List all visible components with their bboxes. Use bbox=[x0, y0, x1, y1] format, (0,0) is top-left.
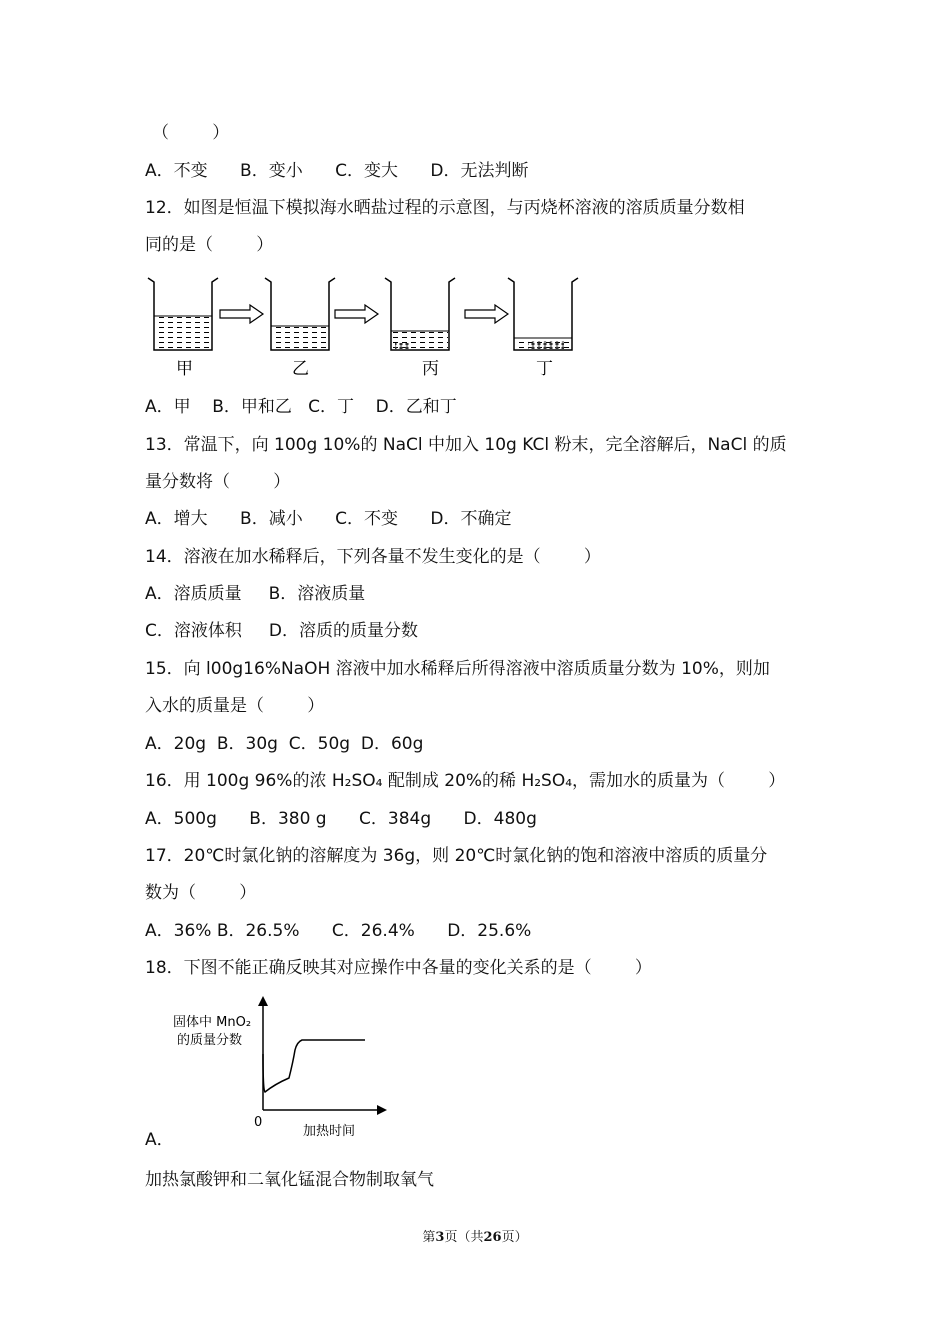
graph-ylabel-2: 的质量分数 bbox=[177, 1033, 243, 1048]
footer-prefix: 第 bbox=[422, 1230, 436, 1245]
beaker-diagram bbox=[140, 270, 740, 380]
page-footer bbox=[0, 1226, 950, 1245]
graph-x-arrow bbox=[377, 1105, 387, 1115]
graph-ylabel-1: 固体中 MnO₂ bbox=[173, 1015, 252, 1030]
q16-options: A．500g B．380 g C．384g D．480g bbox=[145, 809, 537, 829]
beaker-label-ding: 丁 bbox=[536, 359, 553, 379]
q14-options-2: C．溶液体积 D．溶质的质量分数 bbox=[145, 621, 418, 641]
q15-stem-2: 入水的质量是（ ） bbox=[145, 696, 325, 716]
graph-curve bbox=[263, 1040, 365, 1092]
q18-option-a: A． bbox=[145, 1130, 174, 1150]
q17-stem-1: 17．20℃时氯化钠的溶解度为 36g，则 20℃时氯化钠的饱和溶液中溶质的质量分 bbox=[145, 846, 768, 866]
q14-stem: 14．溶液在加水稀释后，下列各量不发生变化的是（ ） bbox=[145, 547, 601, 567]
footer-mid: 页（共 bbox=[444, 1230, 484, 1245]
q13-stem-1: 13．常温下，向 100g 10%的 NaCl 中加入 10g KCl 粉末，完全溶解后，NaCl 的质 bbox=[145, 435, 787, 455]
beaker-label-jia: 甲 bbox=[176, 359, 193, 379]
q14-options-1: A．溶质质量 B．溶液质量 bbox=[145, 584, 366, 604]
q16-stem: 16．用 100g 96%的浓 H₂SO₄ 配制成 20%的稀 H₂SO₄，需加水的质量为（ ） bbox=[145, 771, 786, 791]
footer-total: 26 bbox=[483, 1230, 502, 1245]
mno2-graph bbox=[165, 992, 425, 1142]
q15-stem-1: 15．向 l00g16%NaOH 溶液中加水稀释后所得溶液中溶质质量分数为 10%，则加 bbox=[145, 659, 770, 679]
q13-options: A．增大 B．减小 C．不变 D．不确定 bbox=[145, 509, 512, 529]
arrow-3 bbox=[465, 305, 508, 323]
q11-blank: （ ） bbox=[152, 123, 230, 143]
q13-stem-2: 量分数将（ ） bbox=[145, 472, 291, 492]
q11-options: A．不变 B．变小 C．变大 D．无法判断 bbox=[145, 161, 529, 181]
beaker-yi bbox=[265, 278, 335, 350]
q12-stem-1: 12．如图是恒温下模拟海水晒盐过程的示意图，与丙烧杯溶液的溶质质量分数相 bbox=[145, 198, 745, 218]
footer-suffix: 页） bbox=[501, 1230, 528, 1245]
graph-y-arrow bbox=[258, 996, 268, 1006]
q18-option-a-caption: 加热氯酸钾和二氧化锰混合物制取氧气 bbox=[145, 1170, 434, 1190]
q17-stem-2: 数为（ ） bbox=[145, 883, 257, 903]
graph-xlabel: 加热时间 bbox=[303, 1124, 356, 1139]
q15-options: A．20g B．30g C．50g D．60g bbox=[145, 734, 424, 754]
beaker-ding bbox=[508, 278, 578, 350]
q17-options: A．36% B．26.5% C．26.4% D．25.6% bbox=[145, 921, 532, 941]
q12-options: A．甲 B．甲和乙 C．丁 D．乙和丁 bbox=[145, 397, 457, 417]
q12-stem-2: 同的是（ ） bbox=[145, 235, 274, 255]
arrow-2 bbox=[335, 305, 378, 323]
beaker-bing bbox=[385, 278, 455, 350]
q18-stem: 18．下图不能正确反映其对应操作中各量的变化关系的是（ ） bbox=[145, 958, 652, 978]
graph-origin: 0 bbox=[254, 1115, 263, 1130]
arrow-1 bbox=[220, 305, 263, 323]
beaker-jia bbox=[148, 278, 218, 350]
beaker-label-bing: 丙 bbox=[422, 359, 439, 379]
beaker-label-yi: 乙 bbox=[292, 359, 309, 379]
footer-page: 3 bbox=[435, 1230, 445, 1245]
